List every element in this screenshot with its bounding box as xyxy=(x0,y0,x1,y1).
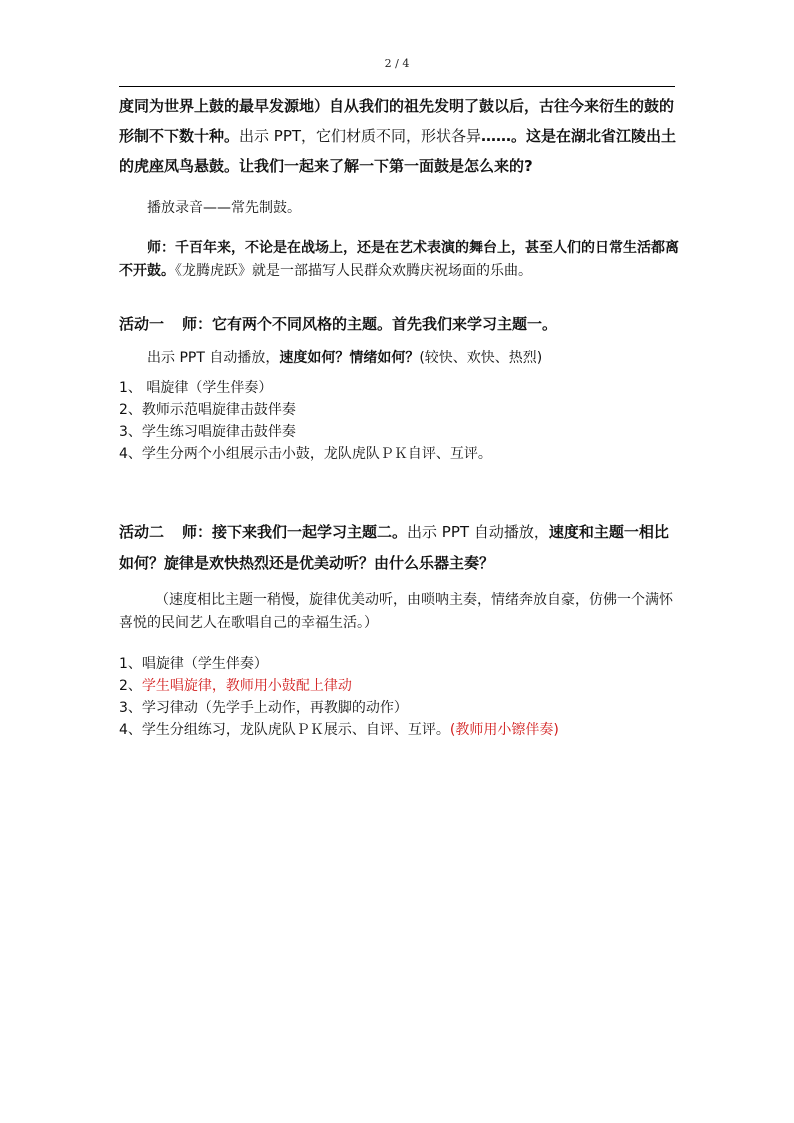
teacher-paragraph xyxy=(119,237,679,283)
activity1-ppt-prefix: 出示 PPT 自动播放， xyxy=(147,350,280,366)
list-item xyxy=(119,675,679,697)
recording-line: 播放录音——常先制鼓。 xyxy=(147,200,301,216)
activity1-steps xyxy=(119,377,679,465)
intro-part1: 度同为世界上鼓的最早发源地）自从我们的祖先发明了鼓以后，古往今来衍生的鼓的形制不下数十种。 xyxy=(119,97,675,145)
step4-red-text: (教师用小镲伴奏) xyxy=(449,722,559,738)
activity2-heading xyxy=(119,517,679,579)
activity1-text: 师：它有两个不同风格的主题。首先我们来学习主题一。 xyxy=(182,315,558,333)
step4-text: 4、学生分组练习，龙队虎队ＰＫ展示、自评、互评。 xyxy=(119,722,450,738)
page-number: 2 / 4 xyxy=(384,57,410,70)
list-item: 1、 唱旋律（学生伴奏） xyxy=(119,380,273,396)
activity1-ppt-line xyxy=(147,347,679,369)
document-body xyxy=(119,91,679,741)
list-item: 3、学习律动（先学手上动作，再教脚的动作） xyxy=(119,700,408,716)
step2-red-text: 学生唱旋律，教师用小鼓配上律动 xyxy=(141,678,352,694)
activity1-label: 活动一 xyxy=(119,315,165,333)
teacher-normal-text: 《龙腾虎跃》就是一部描写人民群众欢腾庆祝场面的乐曲。 xyxy=(175,263,532,279)
list-item xyxy=(119,719,679,741)
activity1-ppt-answer: (较快、欢快、热烈) xyxy=(419,350,543,366)
list-item: 1、唱旋律（学生伴奏） xyxy=(119,656,268,672)
activity1-ppt-question: 速度如何？情绪如何？ xyxy=(279,350,420,366)
teacher-bold-text: 师：千百年来，不论是在战场上，还是在艺术表演的舞台上，甚至人们的日常生活都离不开鼓。 xyxy=(119,240,679,279)
step2-number: 2、 xyxy=(119,678,142,694)
activity2-answer: （速度相比主题一稍慢，旋律优美动听，由唢呐主奏，情绪奔放自豪，仿佛一个满怀喜悦的民间艺人在歌唱自己的幸福生活。） xyxy=(119,592,673,631)
activity2-text-normal: 出示 PPT 自动播放， xyxy=(407,523,549,541)
list-item: 2、教师示范唱旋律击鼓伴奏 xyxy=(119,402,296,418)
intro-part2: 出示 PPT，它们材质不同，形状各异 xyxy=(239,127,482,145)
intro-part3: ……。这是在湖北省江陵出土的虎座凤鸟悬鼓。让我们一起来了解一下第一面鼓是怎么来的? xyxy=(119,127,677,175)
activity2-text-bold: 师：接下来我们一起学习主题二。 xyxy=(182,523,408,541)
list-item: 4、学生分两个小组展示击小鼓，龙队虎队ＰＫ自评、互评。 xyxy=(119,446,492,462)
list-item: 3、学生练习唱旋律击鼓伴奏 xyxy=(119,424,296,440)
intro-paragraph xyxy=(119,91,679,181)
header-rule xyxy=(119,86,675,87)
activity2-label: 活动二 xyxy=(119,523,165,541)
activity2-steps xyxy=(119,653,679,741)
activity1-heading xyxy=(119,311,679,337)
activity2-text-bold2: 速度和主题一相比如何？旋律是欢快热烈还是优美动听？由什么乐器主奏？ xyxy=(119,523,669,572)
